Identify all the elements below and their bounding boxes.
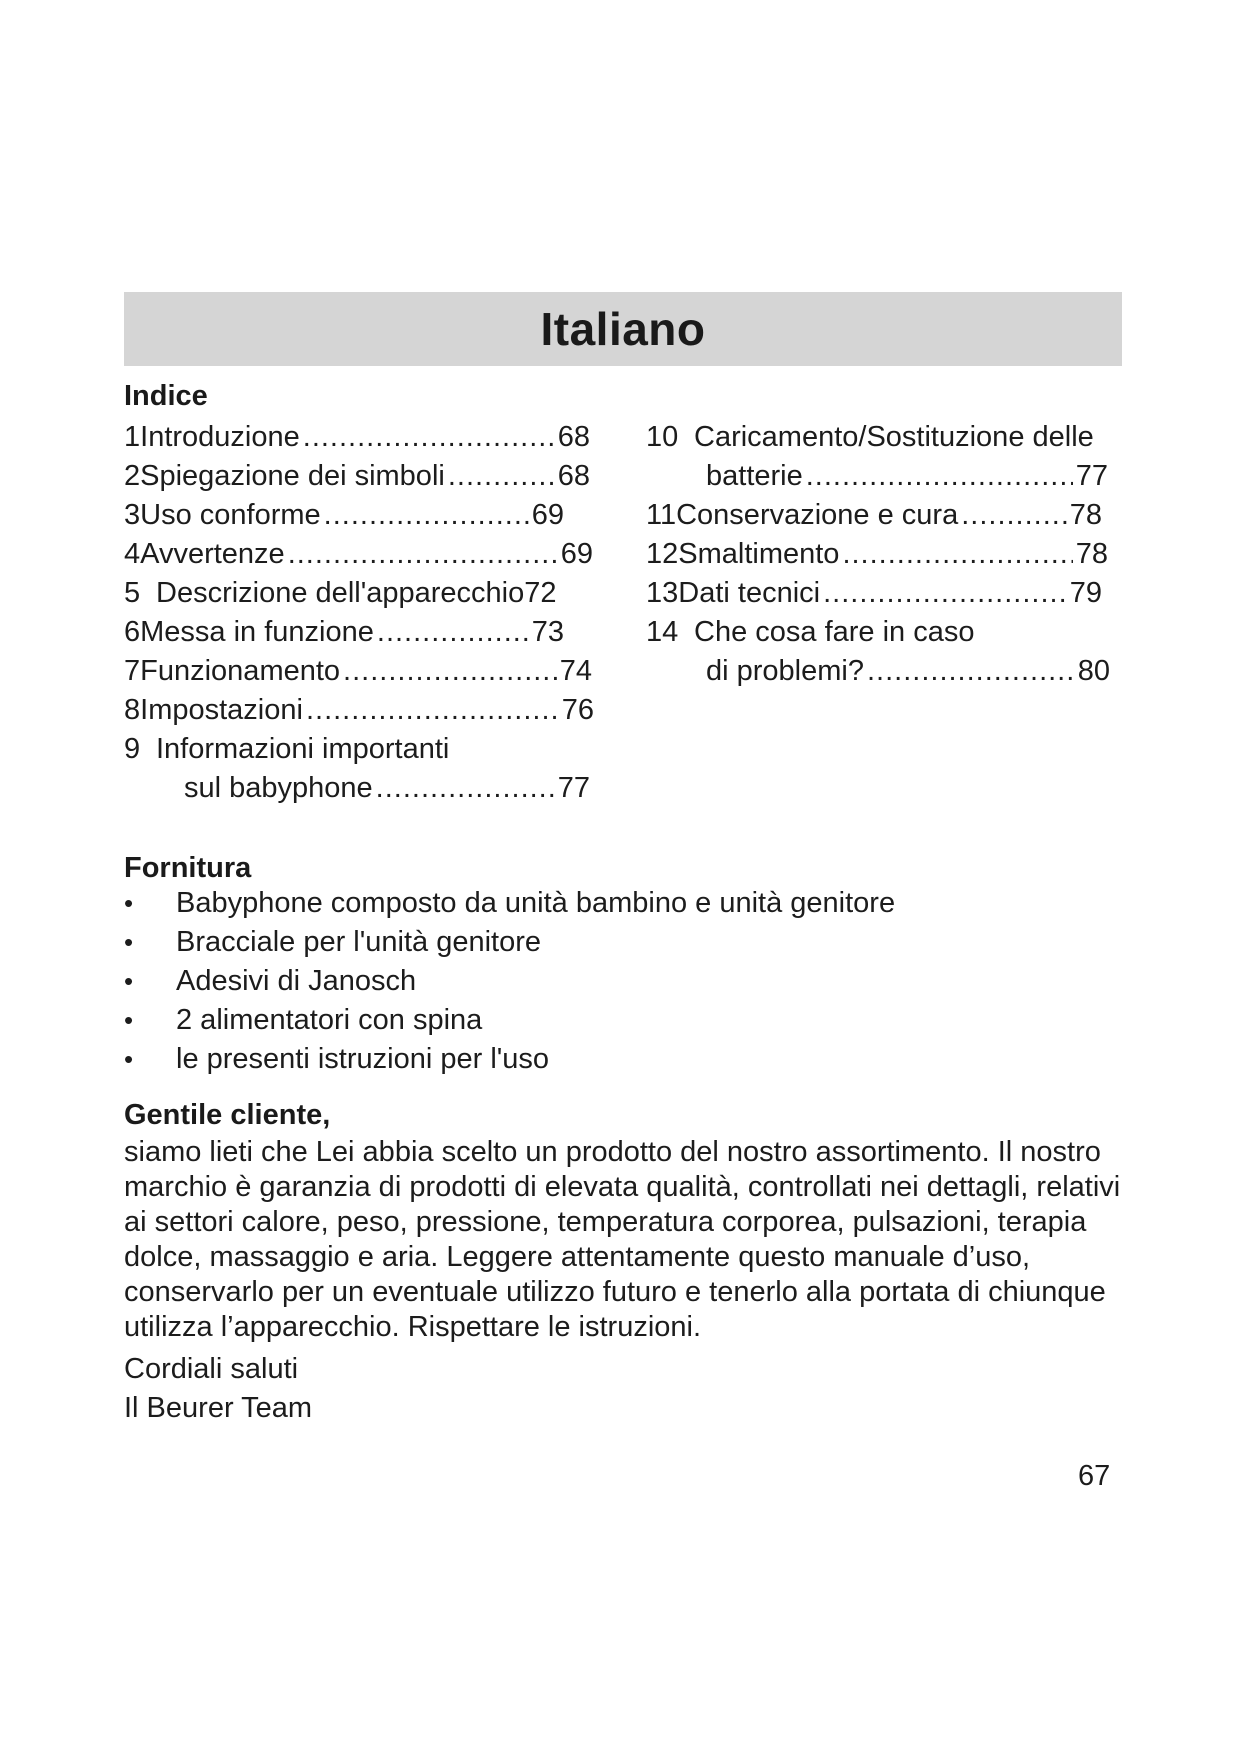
signature-text: Il Beurer Team	[124, 1392, 313, 1424]
toc-entry-number: 4	[124, 538, 141, 570]
toc-heading: Indice	[124, 380, 208, 412]
toc-entry-number: 13	[646, 577, 679, 609]
toc-dot-leader	[343, 652, 557, 691]
toc-entry-number: 8	[124, 694, 141, 726]
toc-entry-continuation[interactable]	[706, 652, 1110, 691]
list-item-text: Babyphone composto da unità bambino e unità genitore	[176, 887, 896, 919]
toc-entry[interactable]	[646, 574, 1102, 613]
toc-entry-number: 7	[124, 655, 141, 687]
toc-dot-leader	[806, 457, 1073, 496]
toc-dot-leader	[377, 613, 529, 652]
toc-entry-page: 69	[531, 499, 564, 531]
toc-dot-leader	[823, 574, 1067, 613]
intro-paragraph: siamo lieti che Lei abbia scelto un prodotto del nostro assortimento. Il nostro marchio è garanzia di prodotti di elevata qualità, controllati nei dettagli, relativi ai settori calore, peso, pressione, temperatura corporea, pulsazioni, terapia dolce, massaggio e aria. Leggere attentamente questo manuale d’uso, conservarlo per un eventuale utilizzo futuro e tenerlo alla portata di chiunque utilizza l’apparecchio. Rispettare le istruzioni.	[124, 1136, 1121, 1343]
toc-entry-title: Descrizione dell'apparecchio	[156, 577, 525, 609]
toc-entry[interactable]	[646, 418, 1106, 457]
list-item-text: Bracciale per l'unità genitore	[176, 926, 542, 958]
toc-entry-continuation[interactable]	[706, 457, 1108, 496]
toc-entry-title: Informazioni importanti	[156, 733, 450, 765]
toc-entry-title: Introduzione	[140, 421, 300, 453]
toc-entry-page: 78	[1069, 499, 1102, 531]
bullet-icon: •	[124, 966, 134, 996]
toc-entry-number: 2	[124, 460, 141, 492]
toc-entry-number: 1	[124, 421, 141, 453]
toc-entry-title: Conservazione e cura	[676, 499, 959, 531]
bullet-icon: •	[124, 1044, 134, 1074]
greeting-heading: Gentile cliente,	[124, 1099, 331, 1131]
toc-dot-leader	[306, 691, 559, 730]
toc-entry-page: 80	[1077, 655, 1110, 687]
list-item	[124, 884, 895, 923]
toc-entry-page: 69	[560, 538, 593, 570]
toc-entry-title: Spiegazione dei simboli	[140, 460, 445, 492]
toc-entry-page: 77	[557, 772, 590, 804]
fornitura-heading: Fornitura	[124, 852, 252, 884]
toc-dot-leader	[448, 457, 555, 496]
toc-dot-leader	[303, 418, 555, 457]
language-banner	[124, 292, 1122, 366]
list-item	[124, 962, 416, 1001]
toc-entry-title-cont: sul babyphone	[184, 772, 373, 804]
toc-entry-page: 68	[557, 460, 590, 492]
toc-entry[interactable]	[124, 535, 593, 574]
toc-entry-page: 74	[559, 655, 592, 687]
toc-entry-number: 14	[646, 616, 679, 648]
toc-entry-number: 6	[124, 616, 141, 648]
list-item-text: 2 alimentatori con spina	[176, 1004, 483, 1036]
toc-entry[interactable]	[646, 496, 1102, 535]
toc-entry[interactable]	[124, 418, 590, 457]
toc-entry-page: 77	[1075, 460, 1108, 492]
toc-entry-number: 10	[646, 421, 679, 453]
toc-entry-continuation[interactable]	[184, 769, 590, 808]
toc-entry[interactable]	[124, 730, 594, 769]
toc-entry[interactable]	[646, 535, 1108, 574]
language-title: Italiano	[540, 303, 706, 355]
toc-dot-leader	[961, 496, 1067, 535]
toc-entry-page: 76	[561, 694, 594, 726]
bullet-icon: •	[124, 1005, 134, 1035]
toc-entry-number: 11	[646, 499, 677, 531]
list-item-text: Adesivi di Janosch	[176, 965, 417, 997]
toc-entry-page: 73	[531, 616, 564, 648]
toc-entry-title: Funzionamento	[140, 655, 341, 687]
page-number: 67	[1078, 1460, 1111, 1492]
toc-entry[interactable]	[124, 613, 564, 652]
toc-entry-title: Messa in funzione	[140, 616, 374, 648]
toc-entry-number: 5	[124, 577, 141, 609]
toc-dot-leader	[376, 769, 555, 808]
toc-entry-title: Uso conforme	[140, 499, 321, 531]
toc-entry-number: 3	[124, 499, 141, 531]
toc-dot-leader	[324, 496, 529, 535]
list-item	[124, 1001, 482, 1040]
toc-dot-leader	[842, 535, 1072, 574]
toc-dot-leader	[867, 652, 1075, 691]
bullet-icon: •	[124, 927, 134, 957]
toc-dot-leader	[288, 535, 558, 574]
closing-text: Cordiali saluti	[124, 1353, 299, 1385]
toc-entry-title: Dati tecnici	[678, 577, 821, 609]
toc-entry-page: 68	[557, 421, 590, 453]
toc-entry-title: Avvertenze	[140, 538, 285, 570]
toc-entry[interactable]	[124, 574, 594, 613]
toc-entry[interactable]	[646, 613, 1106, 652]
toc-entry[interactable]	[124, 691, 594, 730]
toc-entry-title-cont: di problemi?	[706, 655, 864, 687]
toc-entry[interactable]	[124, 652, 592, 691]
list-item-text: le presenti istruzioni per l'uso	[176, 1043, 550, 1075]
list-item	[124, 1040, 549, 1079]
toc-entry-page: 79	[1069, 577, 1102, 609]
toc-entry-title: Caricamento/Sostituzione delle	[694, 421, 1094, 453]
toc-entry-number: 9	[124, 733, 141, 765]
toc-entry[interactable]	[124, 457, 590, 496]
bullet-icon: •	[124, 888, 134, 918]
toc-entry-page: 78	[1075, 538, 1108, 570]
toc-entry[interactable]	[124, 496, 564, 535]
list-item	[124, 923, 541, 962]
toc-entry-title: Smaltimento	[678, 538, 840, 570]
toc-entry-title-cont: batterie	[706, 460, 803, 492]
toc-entry-number: 12	[646, 538, 679, 570]
toc-entry-title: Impostazioni	[140, 694, 303, 726]
toc-entry-title: Che cosa fare in caso	[694, 616, 975, 648]
toc-entry-page: 72	[524, 577, 557, 609]
